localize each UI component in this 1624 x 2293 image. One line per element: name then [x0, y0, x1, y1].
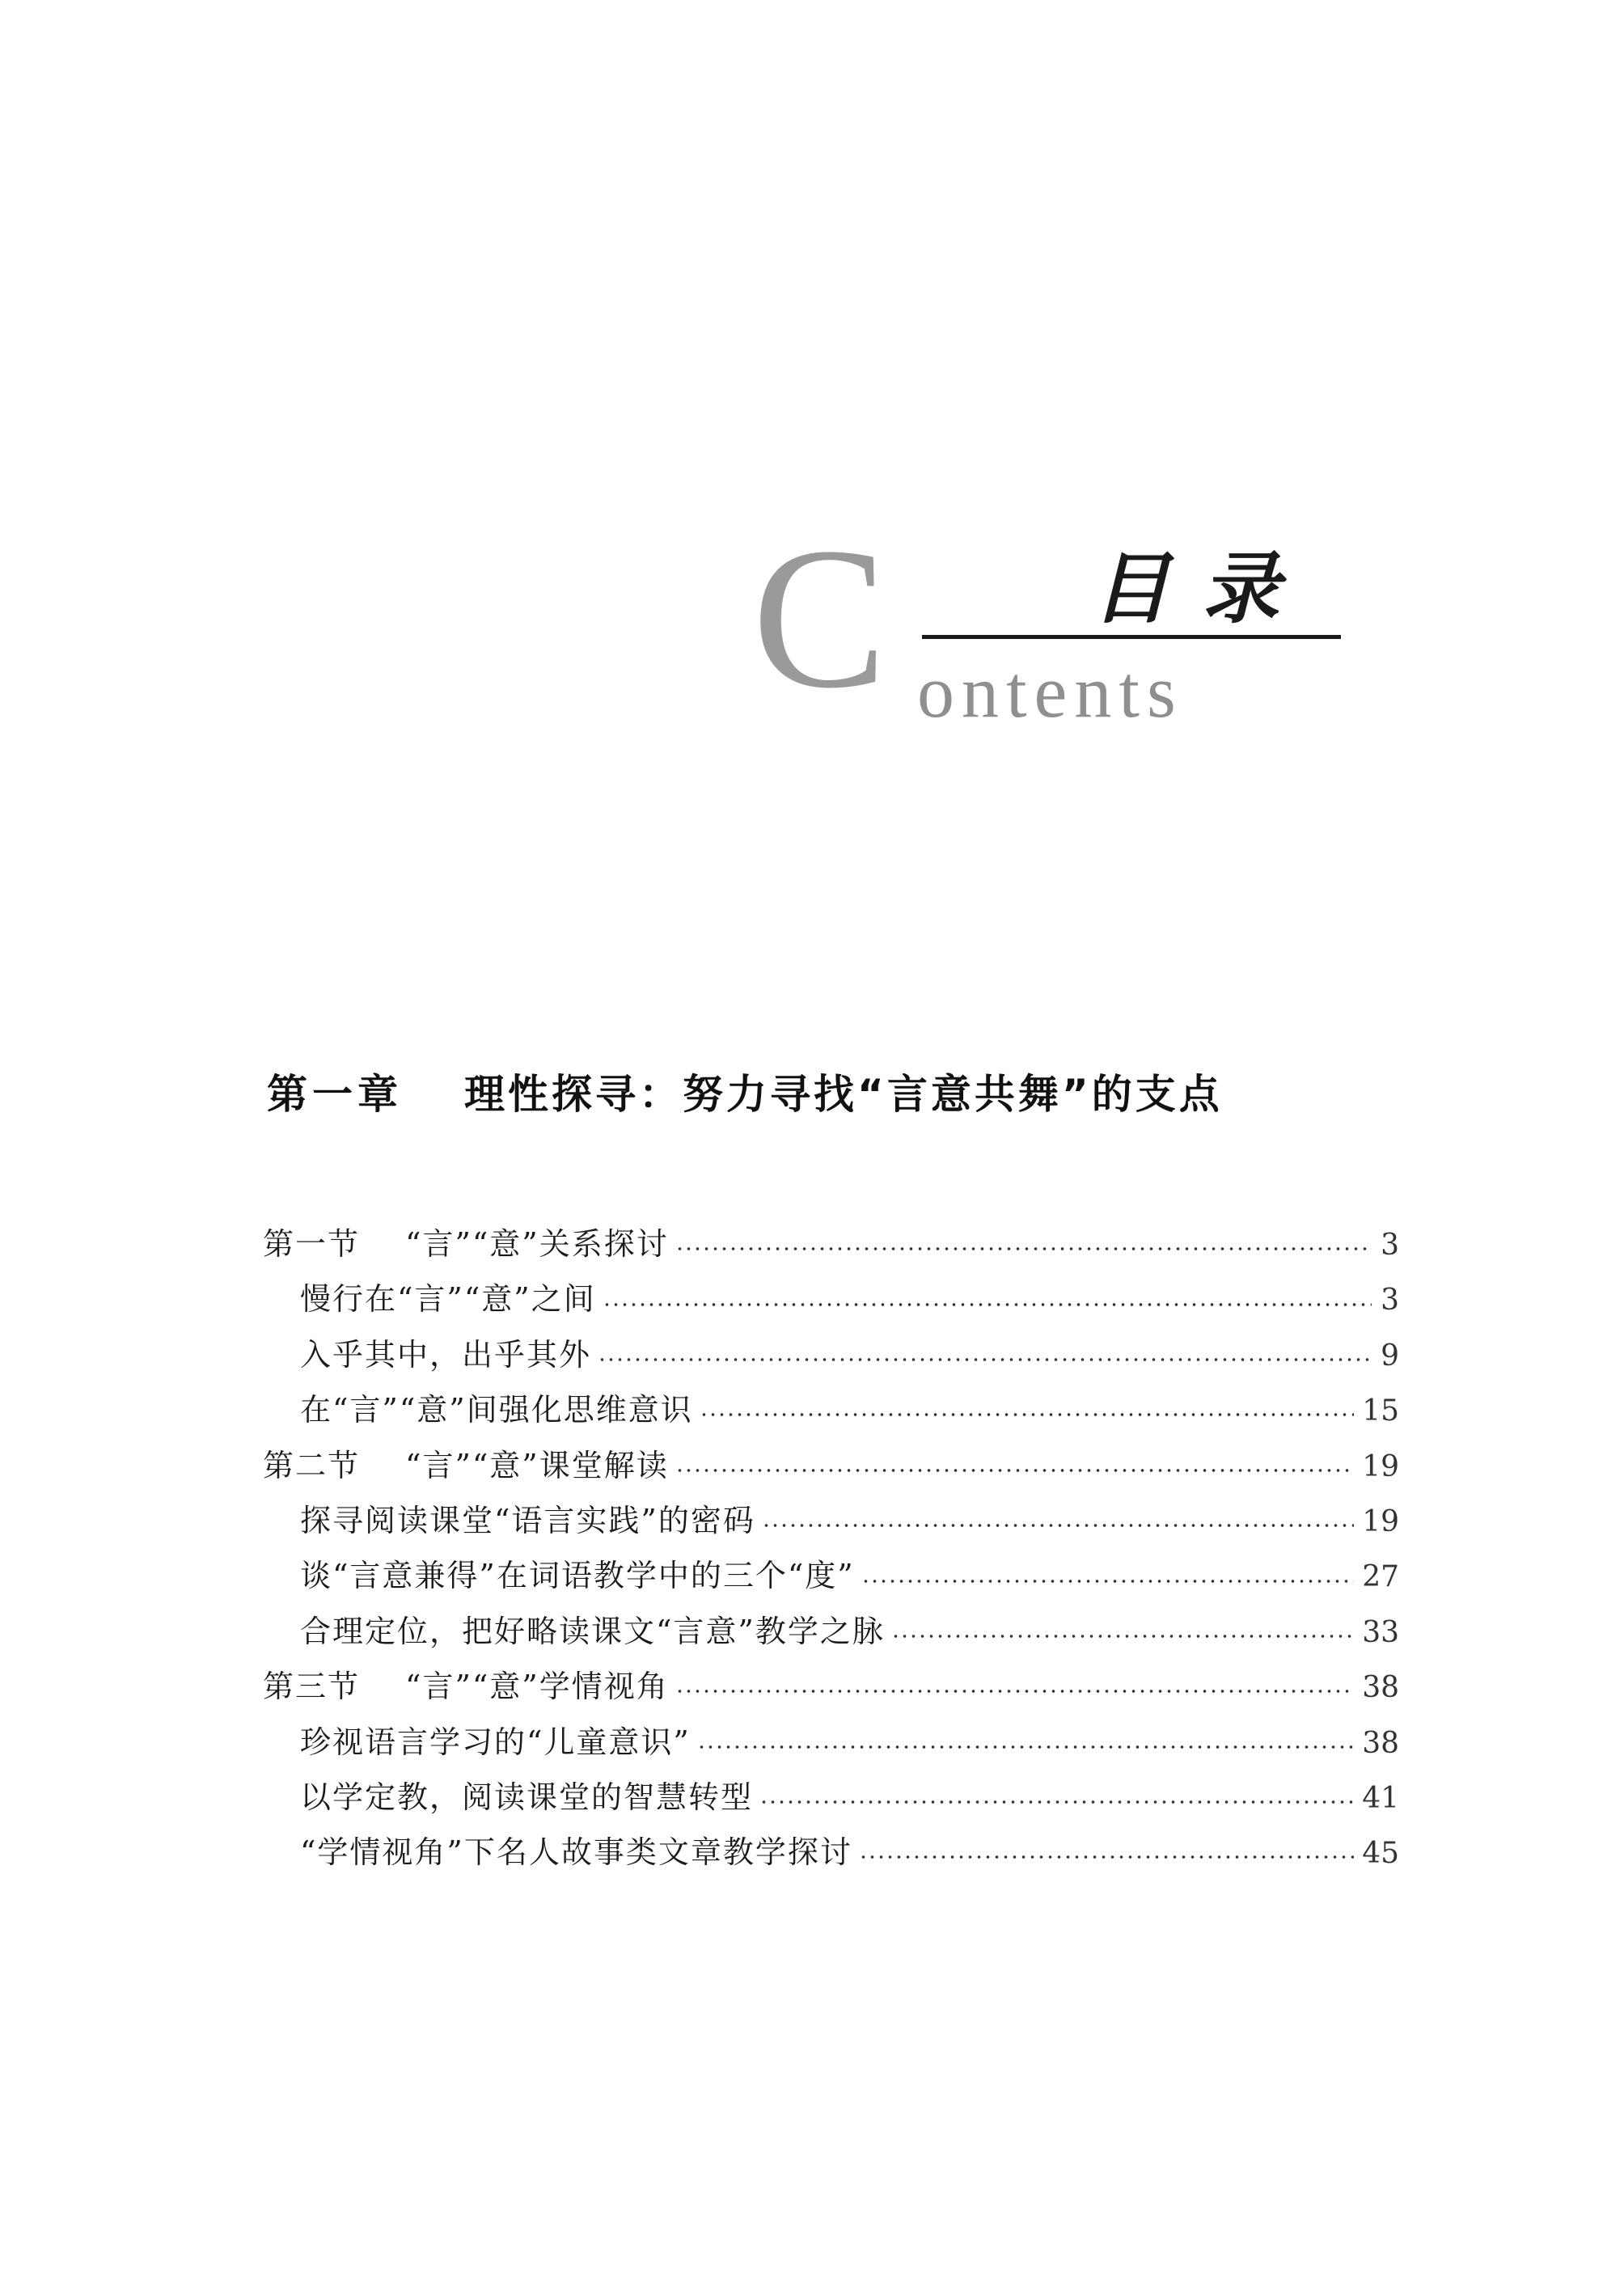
toc-dot-leader [700, 1411, 1354, 1419]
toc-section-row[interactable] [263, 1438, 1399, 1493]
toc-dot-leader [861, 1577, 1354, 1585]
toc-entry-text: 谈“言意兼得”在词语教学中的三个“度” [300, 1558, 855, 1594]
chapter-title: 理性探寻：努力寻找“言意共舞”的支点 [464, 1071, 1223, 1118]
toc-entry-row[interactable] [263, 1382, 1399, 1437]
toc-entry-title [300, 1825, 852, 1880]
toc-entry-row[interactable] [263, 1271, 1399, 1326]
toc-entry-text: “学情视角”下名人故事类文章教学探讨 [300, 1834, 852, 1871]
toc-section-number: 第二节 [263, 1447, 361, 1483]
toc-entry-title [300, 1548, 855, 1603]
toc-entry-title [300, 1715, 691, 1770]
toc-entry-title [300, 1327, 591, 1382]
toc-page-number: 41 [1362, 1781, 1399, 1815]
toc-entry-text: 珍视语言学习的“儿童意识” [300, 1724, 691, 1760]
toc-entry-title [300, 1493, 755, 1548]
toc-entry-text: 以学定教，阅读课堂的智慧转型 [300, 1779, 754, 1815]
toc-entry-text: 在“言”“意”间强化思维意识 [300, 1392, 693, 1428]
toc-page-number: 45 [1362, 1837, 1399, 1871]
toc-page-number: 9 [1381, 1339, 1399, 1373]
toc-entry-title [263, 1438, 669, 1493]
toc-entry-text: 慢行在“言”“意”之间 [300, 1281, 596, 1318]
toc-entry-row[interactable] [263, 1825, 1399, 1880]
toc-dot-leader [762, 1521, 1354, 1529]
toc-entry-text: 合理定位，把好略读课文“言意”教学之脉 [300, 1613, 885, 1649]
toc-entry-row[interactable] [263, 1548, 1399, 1603]
toc-entry-row[interactable] [263, 1715, 1399, 1770]
contents-title-en-rest: ontents [917, 650, 1183, 733]
toc-page-number: 27 [1362, 1560, 1399, 1594]
toc-dot-leader [675, 1245, 1372, 1253]
header-rule [922, 635, 1341, 639]
toc-entry-row[interactable] [263, 1770, 1399, 1825]
chapter-heading [267, 1066, 1399, 1123]
toc-entry-row[interactable] [263, 1604, 1399, 1659]
toc-page-number: 33 [1362, 1615, 1399, 1649]
toc-dot-leader [675, 1687, 1354, 1695]
contents-title-cn: 目录 [1092, 544, 1312, 634]
toc-section-row[interactable] [263, 1659, 1399, 1714]
toc-list [263, 1216, 1399, 1881]
toc-dot-leader [859, 1853, 1354, 1861]
toc-dot-leader [675, 1466, 1354, 1474]
toc-entry-title [300, 1382, 693, 1437]
toc-entry-row[interactable] [263, 1493, 1399, 1548]
contents-header [752, 506, 1415, 760]
toc-dot-leader [603, 1301, 1372, 1309]
toc-dot-leader [759, 1798, 1354, 1806]
toc-dot-leader [598, 1356, 1372, 1364]
toc-entry-title [263, 1216, 669, 1271]
toc-page-number: 19 [1362, 1449, 1399, 1483]
toc-entry-title [263, 1659, 669, 1714]
toc-entry-row[interactable] [263, 1327, 1399, 1382]
toc-section-row[interactable] [263, 1216, 1399, 1271]
toc-entry-title [300, 1271, 596, 1326]
toc-entry-text: 探寻阅读课堂“语言实践”的密码 [300, 1502, 755, 1538]
toc-entry-text: “言”“意”课堂解读 [405, 1447, 669, 1483]
toc-dot-leader [891, 1632, 1354, 1640]
toc-entry-title [300, 1770, 753, 1825]
toc-page-number: 3 [1381, 1284, 1399, 1318]
toc-entry-text: “言”“意”学情视角 [405, 1669, 669, 1705]
toc-entry-text: “言”“意”关系探讨 [405, 1226, 669, 1262]
toc-page-number: 19 [1362, 1504, 1399, 1538]
toc-page-number: 3 [1381, 1229, 1399, 1262]
toc-page-number: 38 [1362, 1671, 1399, 1705]
toc-section-number: 第三节 [263, 1669, 361, 1705]
toc-page-number: 38 [1362, 1726, 1399, 1760]
toc-dot-leader [697, 1743, 1354, 1751]
contents-initial-c: C [752, 506, 887, 730]
toc-entry-title [300, 1604, 885, 1659]
toc-page-number: 15 [1362, 1394, 1399, 1428]
chapter-number: 第一章 [267, 1071, 403, 1118]
toc-entry-text: 入乎其中，出乎其外 [300, 1336, 592, 1373]
toc-section-number: 第一节 [263, 1226, 361, 1262]
